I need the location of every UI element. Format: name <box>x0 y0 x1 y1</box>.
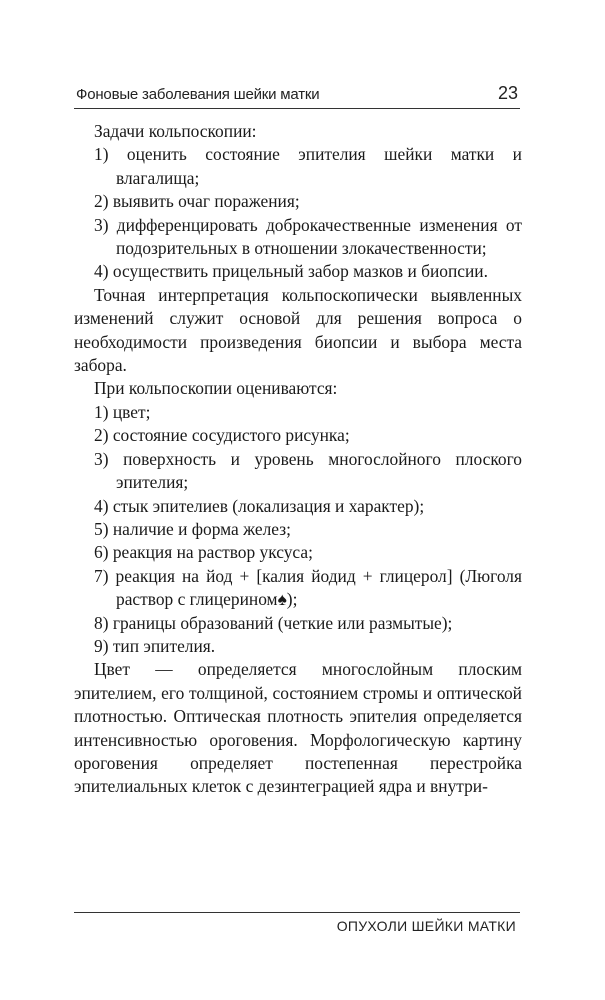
list-item: 1) оценить состояние эпителия шейки матки и влагалища; <box>94 144 522 188</box>
list-item: 7) реакция на йод + [калия йодид + глицерол] (Люголя раствор с глицерином♠); <box>94 565 522 610</box>
colposcopy-tasks-list <box>74 143 522 283</box>
running-header <box>74 80 520 109</box>
page-number: 23 <box>497 83 518 103</box>
evaluation-intro: При кольпоскопии оцениваются: <box>94 378 338 399</box>
color-paragraph: Цвет — определяется многослойным плоским эпителием, его толщиной, состоянием стромы и оптической плотностью. Оптическая плотность эпителия определяется интенсивностью ороговения. Морфологическую картину ороговения определяет постепенная перестройка эпителиальных клеток с дезинтеграцией ядра и внутри- <box>74 659 522 797</box>
list-item: 4) осуществить прицельный забор мазков и биопсии. <box>94 261 488 282</box>
running-header-title: Фоновые заболевания шейки матки <box>76 86 320 103</box>
list-item: 8) границы образований (четкие или размытые); <box>94 612 453 633</box>
list-item: 5) наличие и форма желез; <box>94 518 291 539</box>
list-item: 9) тип эпителия. <box>94 635 216 656</box>
list-item: 3) дифференцировать доброкачественные изменения от подозрительных в отношении злокачественности; <box>94 214 522 259</box>
list-item: 2) состояние сосудистого рисунка; <box>94 425 350 446</box>
list-item: 3) поверхность и уровень многослойного плоского эпителия; <box>94 448 522 493</box>
list-item: 6) реакция на раствор уксуса; <box>94 542 313 563</box>
page-body <box>74 120 522 799</box>
evaluation-list <box>74 401 522 658</box>
list-item: 1) цвет; <box>94 401 151 422</box>
list-item: 2) выявить очаг поражения; <box>94 191 300 212</box>
running-footer-text: ОПУХОЛИ ШЕЙКИ МАТКИ <box>336 918 516 934</box>
colposcopy-tasks-intro: Задачи кольпоскопии: <box>94 121 257 141</box>
running-footer <box>74 912 520 934</box>
interpretation-paragraph: Точная интерпретация кольпоскопически выявленных изменений служит основой для решения вопроса о необходимости произведения биопсии и выбора места забора. <box>74 284 522 376</box>
list-item: 4) стык эпителиев (локализация и характер); <box>94 495 425 516</box>
